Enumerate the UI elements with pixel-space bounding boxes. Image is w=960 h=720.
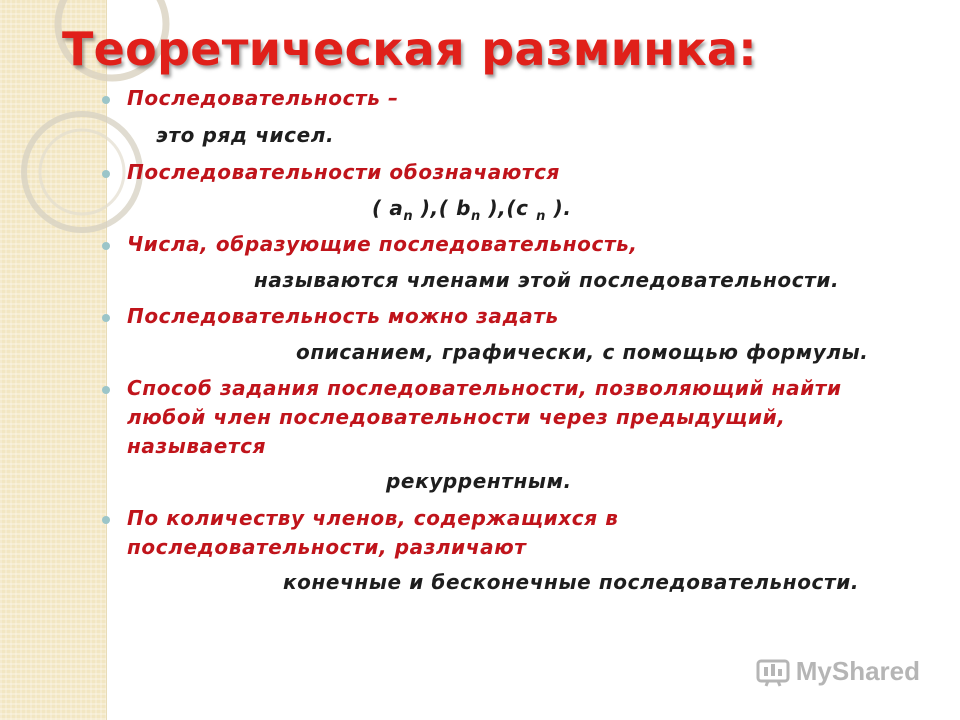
item-6-lead-line-1: По количеству членов, содержащихся в (127, 506, 619, 530)
item-5-sub: рекуррентным. (386, 469, 572, 493)
bullet-point (102, 242, 110, 250)
notation-b: b (456, 196, 472, 220)
item-4-lead: Последовательность можно задать (127, 304, 559, 328)
notation-index-a: n (403, 209, 414, 224)
item-5-lead-line-1: Способ задания последовательности, позволяющий найти (127, 376, 842, 400)
item-3-sub: называются членами этой последовательности. (254, 268, 840, 292)
item-5-lead-line-3: называется (127, 434, 267, 458)
notation-index-b: n (471, 209, 481, 224)
notation-index-c: n (536, 209, 547, 224)
myshared-watermark (756, 656, 920, 687)
slide-title: Теоретическая разминка: (62, 22, 757, 76)
notation-a: a (389, 196, 404, 220)
item-6-lead-line-2: последовательности, различают (127, 535, 527, 559)
item-5-lead-line-2: любой член последовательности через предыдущий, (127, 405, 786, 429)
item-6-sub: конечные и бесконечные последовательности. (283, 570, 860, 594)
bullet-point (102, 170, 110, 178)
item-2-lead: Последовательности обозначаются (127, 160, 560, 184)
notation-c: c (516, 196, 529, 220)
bullet-point (102, 386, 110, 394)
item-1-sub: это ряд чисел. (156, 123, 335, 147)
watermark-text: MyShared (795, 656, 920, 686)
sequence-notation: ( $a_n$ ),( $b_n$ ),(c $_n$ ). (372, 196, 572, 224)
myshared-logo-icon (756, 657, 790, 687)
item-4-sub: описанием, графически, с помощью формулы. (296, 340, 869, 364)
bullet-point (102, 314, 110, 322)
item-3-lead: Числа, образующие последовательность, (127, 232, 638, 256)
item-1-lead: Последовательность – (127, 86, 399, 110)
bullet-point (102, 96, 110, 104)
bullet-point (102, 516, 110, 524)
